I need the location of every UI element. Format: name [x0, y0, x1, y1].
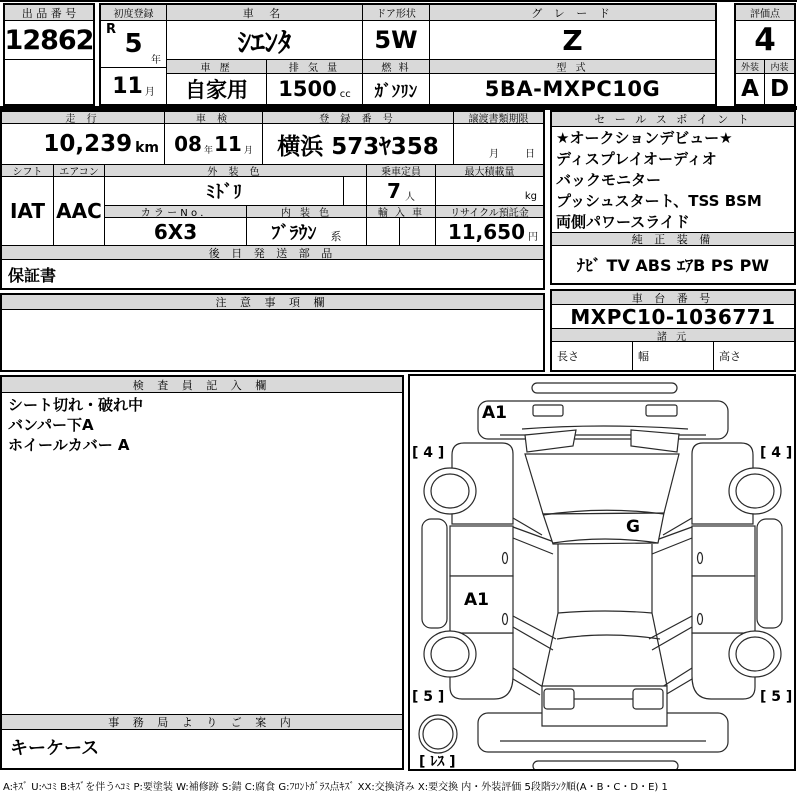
left-rocker-panel	[422, 519, 447, 628]
rear-garnish-right	[633, 689, 663, 709]
first-reg-year-unit: 年	[151, 55, 161, 66]
headlight-left	[533, 405, 563, 416]
sales-point: ディスプレイオーディオ	[556, 150, 717, 168]
displacement-value-cell	[267, 74, 363, 104]
aircon-label: エアコン	[54, 165, 105, 177]
rear-tire-right-mark: [ 5 ]	[760, 689, 793, 705]
rear-garnish-left	[544, 689, 574, 709]
later-parts-label: 後 日 発 送 部 品	[2, 246, 543, 260]
sales-points-label: セ ー ル ス ポ イ ン ト	[552, 112, 794, 127]
fuel-label: 燃 料	[363, 60, 430, 74]
equipment-value: ﾅﾋﾞ TV ABS ｴｱB PS PW	[576, 256, 770, 275]
max-load-label: 最大積載量	[436, 165, 543, 177]
fuel-value: ｶﾞｿﾘﾝ	[363, 74, 430, 104]
door-mark: A1	[464, 590, 489, 610]
rear-bottom-bar	[533, 761, 678, 769]
vehicle-header-box	[99, 3, 717, 106]
mileage-value-cell	[2, 124, 165, 165]
chassis-box	[550, 289, 796, 372]
sales-points-box	[550, 110, 796, 285]
front-tire-left-mark: [ 4 ]	[412, 445, 445, 461]
score-box	[734, 3, 796, 106]
int-color-value-cell	[247, 218, 367, 246]
color-no-label: カ ラ ー N o ．	[105, 206, 247, 218]
lot-number-box	[3, 3, 95, 106]
headlight-right	[646, 405, 677, 416]
rear-left-wheel	[424, 631, 476, 677]
inspection-month: 11	[214, 132, 242, 156]
windshield	[525, 454, 679, 514]
wiper-right	[631, 430, 679, 452]
lot-number-label: 出 品 番 号	[5, 5, 93, 21]
import-car-label: 輸 入 車	[367, 206, 436, 218]
interior-value: D	[769, 76, 790, 102]
inspection-value-cell	[165, 124, 263, 165]
grade-label: グ レ ー ド	[430, 5, 715, 21]
door-label: ドア形状	[363, 5, 430, 21]
car-diagram	[410, 376, 794, 769]
transfer-day-unit: 日	[525, 149, 535, 160]
pillar-strips	[513, 518, 692, 695]
first-reg-month-unit: 月	[144, 86, 155, 98]
displacement-label: 排 気 量	[267, 60, 363, 74]
first-reg-month-cell	[101, 68, 167, 104]
interior-label: 内装	[765, 60, 794, 74]
front-tire-right-mark: [ 4 ]	[760, 445, 793, 461]
first-reg-era: R	[106, 22, 117, 37]
model-value: 5BA-MXPC10G	[484, 77, 661, 101]
inspector-line: バンパー下A	[8, 416, 94, 434]
displacement-value: 1500	[278, 77, 337, 101]
glass-mark: G	[626, 517, 640, 537]
legend: A:ｷｽﾞ U:ﾍｺﾐ B:ｷｽﾞを伴うﾍｺﾐ P:要塗装 W:補修跡 S:錆 C:腐食 G:ﾌﾛﾝﾄｶﾞﾗｽ点ｷｽﾞ XX:交換済み X:要交換 内・外装評価 5段階ﾗﾝｸ順(A・B・C・D・E) 1	[3, 782, 668, 793]
sales-point: プッシュスタート、TSS BSM	[556, 192, 762, 210]
door-value: 5W	[363, 21, 430, 60]
import-car-sub-cell-2	[400, 218, 436, 246]
capacity-unit: 人	[404, 191, 415, 203]
recycle-value-cell	[436, 218, 543, 246]
office-value: キーケース	[10, 738, 100, 759]
inspector-line: シート切れ・破れ中	[8, 396, 144, 414]
score-value: 4	[736, 21, 794, 60]
sales-point: 両側パワースライド	[556, 213, 690, 231]
front-bumper-mark: A1	[482, 403, 507, 423]
spec-length-cell: 長さ	[552, 342, 633, 370]
capacity-label: 乗車定員	[367, 165, 436, 177]
shift-value: IAT	[2, 177, 54, 246]
spec-height-cell: 高さ	[719, 350, 741, 363]
exterior-label: 外装	[736, 60, 765, 74]
grade-value: Z	[430, 21, 715, 60]
registration-value: 横浜 573ﾔ358	[263, 124, 454, 165]
sales-point: ★オークションデビュー★	[556, 129, 733, 147]
sales-points-list	[552, 128, 794, 232]
mileage-value: 10,239	[43, 131, 133, 157]
rear-glass-sides	[542, 613, 667, 686]
inspection-year: 08	[174, 132, 202, 156]
int-color-value: ﾌﾞﾗｳﾝ	[271, 222, 317, 244]
equipment-label: 純 正 装 備	[552, 232, 794, 246]
color-no-value: 6X3	[105, 218, 247, 246]
inspector-lines	[2, 395, 402, 711]
detail-grid-box	[0, 110, 545, 290]
sales-point: バックモニター	[556, 171, 662, 189]
max-load-unit: kg	[524, 191, 537, 202]
import-car-sub-cell-1	[367, 218, 400, 246]
rear-right-wheel	[729, 631, 781, 677]
cabin-bottom-curve	[558, 611, 652, 613]
car-name-label: 車 名	[167, 5, 363, 21]
capacity-value-cell	[367, 177, 436, 206]
chassis-value: MXPC10-1036771	[552, 305, 794, 329]
inspection-label: 車 検	[165, 112, 263, 124]
right-front-door	[692, 526, 755, 576]
notes-box	[0, 293, 545, 372]
inspector-box	[0, 375, 404, 770]
capacity-value: 7	[387, 179, 401, 203]
specs-label: 諸 元	[552, 329, 794, 342]
model-label: 型 式	[430, 60, 715, 74]
displacement-unit: cc	[339, 88, 351, 100]
inspection-year-unit: 年	[203, 145, 213, 156]
first-reg-month: 11	[112, 73, 143, 99]
inspector-line: ホイールカバー A	[8, 436, 130, 454]
transfer-label: 譲渡書類期限	[454, 112, 543, 124]
recycle-label: リサイクル預託金	[436, 206, 543, 218]
mileage-label: 走 行	[2, 112, 165, 124]
score-label: 評価点	[736, 5, 794, 21]
first-reg-label: 初度登録	[101, 5, 167, 21]
history-value: 自家用	[167, 74, 267, 104]
top-rule	[0, 0, 797, 2]
car-name-value: ｼｴﾝﾀ	[167, 21, 363, 60]
front-bumper	[478, 401, 728, 439]
first-reg-year-cell	[101, 21, 167, 68]
front-right-wheel	[729, 468, 781, 514]
history-label: 車 歴	[167, 60, 267, 74]
rear-glass-curve	[557, 635, 660, 639]
left-front-door	[450, 526, 513, 576]
int-color-label: 内 装 色	[247, 206, 367, 218]
notes-label: 注 意 事 項 欄	[2, 295, 543, 310]
front-left-wheel	[424, 468, 476, 514]
rear-tire-left-mark: [ 5 ]	[412, 689, 445, 705]
spec-width-cell: 幅	[633, 342, 714, 370]
int-color-suffix: 系	[330, 229, 342, 243]
shift-label: シフト	[2, 165, 54, 177]
spare-tire	[419, 715, 457, 753]
notes-value	[2, 310, 543, 370]
lot-number-value: 12862	[5, 21, 93, 60]
aircon-value: AAC	[54, 177, 105, 246]
inspection-month-unit: 月	[243, 145, 253, 156]
office-label: 事 務 局 よ り ご 案 内	[2, 714, 402, 730]
transfer-month-unit: 月	[489, 149, 499, 160]
exterior-value: A	[736, 74, 765, 104]
recycle-unit: 円	[528, 232, 538, 243]
spare-tire-mark: [ ﾚｽ ]	[419, 754, 456, 769]
inspector-label: 検 査 員 記 入 欄	[2, 377, 402, 393]
right-rocker-panel	[757, 519, 782, 628]
max-load-value-cell	[436, 177, 543, 206]
cabin-sides	[558, 544, 652, 613]
ext-color-sub-cell	[344, 177, 367, 206]
mileage-unit: km	[135, 139, 159, 156]
ext-color-label: 外 装 色	[105, 165, 367, 177]
later-parts-value: 保証書	[8, 265, 57, 285]
first-reg-year: 5	[124, 29, 143, 59]
transfer-value-cell	[454, 124, 543, 165]
ext-color-value: ﾐﾄﾞﾘ	[105, 177, 344, 206]
damage-diagram-box	[408, 374, 796, 771]
front-top-bar	[532, 383, 677, 393]
registration-label: 登 録 番 号	[263, 112, 454, 124]
recycle-value: 11,650	[447, 219, 525, 244]
chassis-label: 車 台 番 号	[552, 291, 794, 305]
